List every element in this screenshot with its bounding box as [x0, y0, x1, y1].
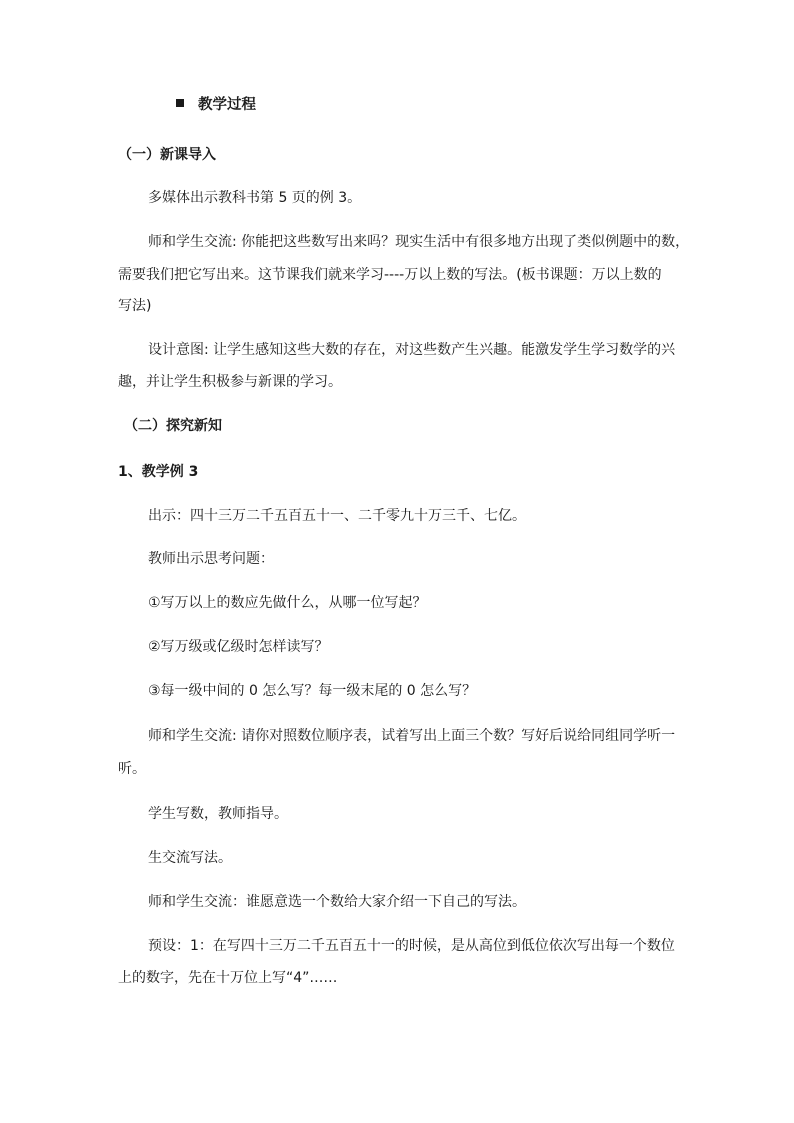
subsection-title: 1、教学例 3 — [118, 464, 199, 480]
paragraph: 出示：四十三万二千五百五十一、二千零九十万三千、七亿。 — [148, 508, 526, 524]
paragraph: 教师出示思考问题： — [148, 551, 274, 567]
section-1-title: （一）新课导入 — [118, 147, 216, 163]
question-item: ①写万以上的数应先做什么，从哪一位写起？ — [148, 595, 427, 611]
paragraph-line: 上的数字，先在十万位上写“4”…… — [118, 970, 338, 986]
question-item: ③每一级中间的 0 怎么写？每一级末尾的 0 怎么写？ — [148, 683, 477, 699]
main-heading-title: 教学过程 — [198, 97, 256, 113]
section-2-title: （二）探究新知 — [124, 418, 222, 434]
paragraph-line: 写法) — [118, 298, 152, 314]
question-item: ②写万级或亿级时怎样读写？ — [148, 639, 329, 655]
paragraph: 学生写数，教师指导。 — [148, 806, 288, 822]
paragraph: 师和学生交流：谁愿意选一个数给大家介绍一下自己的写法。 — [148, 894, 526, 910]
paragraph-line: 需要我们把它写出来。这节课我们就来学习----万以上数的写法。(板书课题：万以上数的 — [118, 267, 662, 283]
paragraph: 多媒体出示教科书第 5 页的例 3。 — [148, 190, 362, 206]
paragraph-line: 听。 — [118, 761, 146, 777]
paragraph-line: 设计意图: 让学生感知这些大数的存在，对这些数产生兴趣。能激发学生学习数学的兴 — [148, 342, 676, 358]
square-bullet-icon — [176, 99, 184, 107]
paragraph-line: 预设：1：在写四十三万二千五百五十一的时候，是从高位到低位依次写出每一个数位 — [148, 938, 675, 954]
paragraph-line: 趣，并让学生积极参与新课的学习。 — [118, 374, 342, 390]
main-heading — [176, 96, 256, 114]
paragraph-line: 师和学生交流: 你能把这些数写出来吗？现实生活中有很多地方出现了类似例题中的数， — [148, 234, 690, 250]
paragraph: 生交流写法。 — [148, 850, 232, 866]
paragraph-line: 师和学生交流: 请你对照数位顺序表，试着写出上面三个数？写好后说给同组同学听一 — [148, 728, 676, 744]
